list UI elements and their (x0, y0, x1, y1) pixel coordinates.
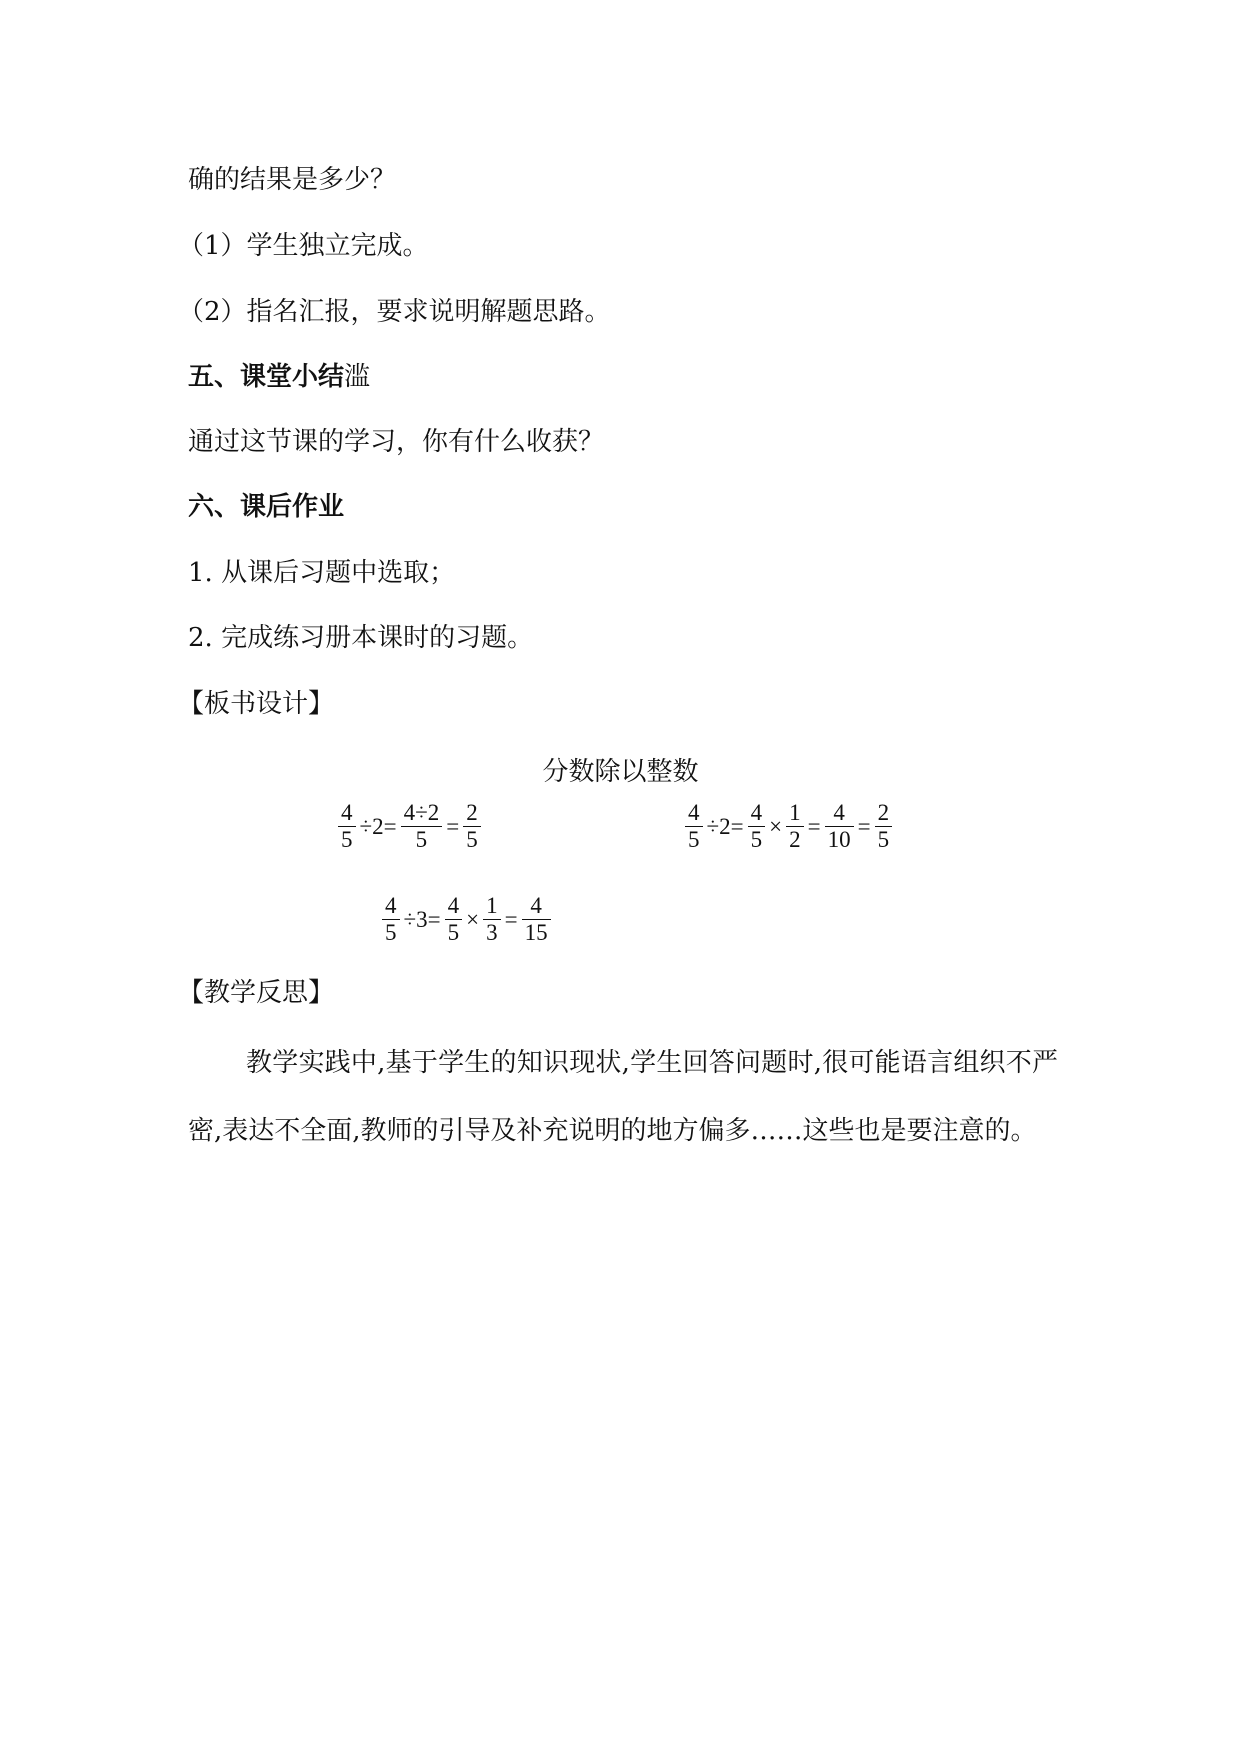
fraction-numerator: 2 (877, 800, 890, 825)
equation-operator: = (807, 813, 821, 839)
fraction (463, 800, 481, 853)
line-homework-1: 1. 从课后习题中选取； (188, 558, 456, 588)
fraction-numerator: 4 (385, 893, 397, 918)
fraction-denominator: 5 (688, 827, 700, 852)
fraction (825, 800, 854, 853)
fraction-numerator: 1 (789, 800, 801, 825)
fraction-denominator: 5 (447, 920, 460, 945)
reflection-paragraph: 教学实践中,基于学生的知识现状,学生回答问题时,很可能语言组织不严密,表达不全面,教师的引导及补充说明的地方偏多……这些也是要注意的。 (188, 1048, 1058, 1146)
line-step-2: （2）指名汇报，要求说明解题思路。 (178, 297, 611, 327)
fraction-denominator: 2 (789, 827, 801, 852)
fraction-denominator: 10 (827, 827, 851, 852)
heading-board-design: 【板书设计】 (178, 689, 335, 719)
fraction-numerator: 4 (750, 800, 763, 825)
fraction-denominator: 5 (341, 827, 353, 852)
fraction (382, 893, 400, 946)
equation-operator: ÷2= (706, 813, 744, 839)
fraction-denominator: 5 (385, 920, 397, 945)
heading-summary-tail: 滥 (344, 362, 371, 392)
fraction-numerator: 4 (530, 893, 542, 918)
fraction-numerator: 4 (447, 893, 460, 918)
equation-3 (380, 893, 553, 946)
equation-operator: × (466, 906, 480, 932)
fraction (875, 800, 893, 853)
equation-operator: = (857, 813, 871, 839)
line-result-question: 确的结果是多少？ (188, 165, 397, 195)
fraction (338, 800, 356, 853)
line-step-1: （1）学生独立完成。 (178, 231, 429, 261)
fraction-numerator: 4 (341, 800, 353, 825)
heading-homework: 六、课后作业 (188, 492, 345, 522)
fraction (786, 800, 804, 853)
fraction (483, 893, 501, 946)
heading-reflection: 【教学反思】 (178, 978, 335, 1008)
fraction-denominator: 5 (466, 827, 478, 852)
line-summary-question: 通过这节课的学习，你有什么收获？ (188, 427, 605, 457)
fraction-numerator: 4÷2 (403, 800, 440, 825)
fraction-denominator: 15 (524, 920, 548, 945)
fraction-denominator: 5 (750, 827, 763, 852)
equation-operator: × (769, 813, 783, 839)
equation-2 (683, 800, 894, 853)
equation-operator: = (446, 813, 460, 839)
fraction (445, 893, 463, 946)
fraction-numerator: 2 (466, 800, 478, 825)
fraction-denominator: 5 (877, 827, 890, 852)
equation-1 (336, 800, 483, 853)
fraction-denominator: 5 (415, 827, 428, 852)
line-homework-2: 2. 完成练习册本课时的习题。 (188, 623, 534, 653)
fraction-numerator: 4 (833, 800, 845, 825)
fraction (685, 800, 703, 853)
fraction-numerator: 1 (486, 893, 498, 918)
equation-operator: ÷3= (403, 906, 441, 932)
heading-summary (188, 360, 370, 394)
fraction (401, 800, 443, 853)
equation-operator: = (504, 906, 518, 932)
fraction (748, 800, 766, 853)
board-title: 分数除以整数 (542, 757, 699, 787)
fraction-numerator: 4 (688, 800, 700, 825)
fraction-denominator: 3 (486, 920, 498, 945)
fraction (522, 893, 551, 946)
heading-summary-text: 五、课堂小结 (188, 362, 345, 392)
equation-operator: ÷2= (359, 813, 397, 839)
